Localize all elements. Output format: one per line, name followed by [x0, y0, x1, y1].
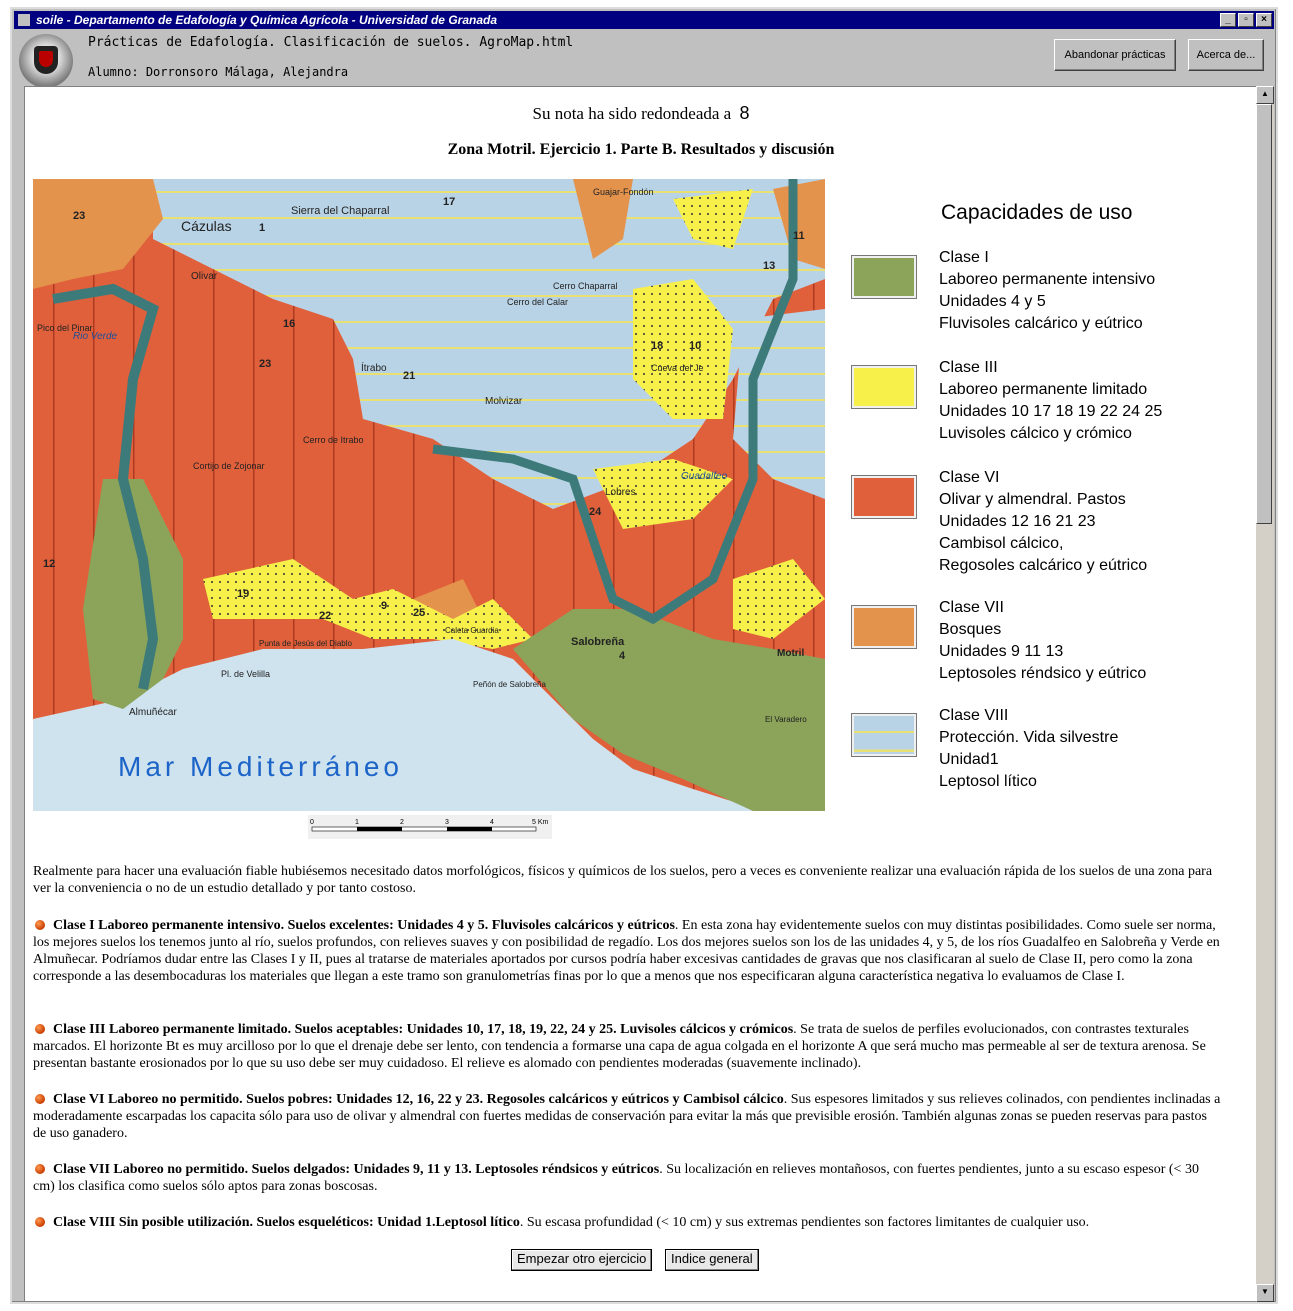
section-text: . En esta zona hay evidentemente suelos con muy distintas posibilidades. Como suele ser norma, los mejores suelos los tenemos junto al río, suelos profundos, con relieves suaves y con posibilidad de regadío. Los dos mejores suelos son los de las unidades 4, y 5, de los ríos Guadalfeo en Salobreña y Verde en Almuñecar. Podríamos dudar entre las Clases I y II, pues al tratarse de materiales aportados por cursos podría haber excesivas cantidades de gravas que nos clasificaran al suelo de Clase II, pero como la zona corresponde a las desembocaduras los materiales que llegan a este tramo son granulometrías finas por lo que a menos que nos especificaran alguna característica negativa lo evaluamos de Clase I.	[33, 918, 1220, 984]
unit-label: 19	[237, 588, 250, 600]
legend-line: Laboreo permanente intensivo	[939, 271, 1156, 288]
grade-message	[25, 103, 1257, 124]
place-label: Cerro Chaparral	[553, 281, 618, 291]
section-heading: Clase VII Laboreo no permitido. Suelos delgados: Unidades 9, 11 y 13. Leptosoles réndsicos y eútricos	[53, 1162, 660, 1177]
unit-label: 1	[259, 222, 266, 234]
legend-swatch	[851, 255, 917, 299]
vertical-scrollbar[interactable]	[1256, 86, 1274, 1302]
legend-line: Clase I	[939, 249, 989, 266]
unit-label: 13	[763, 260, 776, 272]
unit-label: 23	[73, 210, 86, 222]
legend-line: Unidad1	[939, 751, 999, 768]
legend-title: Capacidades de uso	[941, 201, 1133, 224]
place-label: Pico del Pinar	[37, 323, 93, 333]
student-label: Alumno:	[88, 65, 139, 79]
section-class-vi	[33, 1091, 1223, 1142]
section-heading: Clase III Laboreo permanente limitado. Suelos aceptables: Unidades 10, 17, 18, 19, 22, 24 y 25. Luvisoles cálcicos y crómicos	[53, 1022, 794, 1037]
section-class-viii	[33, 1214, 1223, 1231]
student-line	[88, 65, 348, 79]
bullet-icon	[35, 920, 45, 930]
app-icon[interactable]	[18, 14, 30, 26]
legend-line: Luvisoles cálcico y crómico	[939, 425, 1132, 442]
section-heading: Clase I Laboreo permanente intensivo. Suelos excelentes: Unidades 4 y 5. Fluvisoles calcáricos y eútricos	[53, 918, 675, 933]
student-name: Dorronsoro Málaga, Alejandra	[145, 65, 349, 79]
scale-tick-label: 3	[445, 819, 449, 826]
scale-tick-label: 1	[355, 819, 359, 826]
section-text: . Su escasa profundidad (< 10 cm) y sus extremas pendientes son factores limitantes de cualquier uso.	[519, 1215, 1090, 1230]
legend-line: Unidades 12 16 21 23	[939, 513, 1096, 530]
legend-line: Leptosoles réndsico y eútrico	[939, 665, 1147, 682]
place-label: Peñón de Salobreña	[473, 680, 546, 689]
sea-label: Mar Mediterráneo	[118, 751, 403, 782]
section-text: . Su localización en relieves montañosos, con fuertes pendientes, junto a su escaso espesor (< 30 cm) los clasifica como suelos sólo aptos para zonas boscosas.	[33, 1162, 1199, 1194]
place-label: Pl. de Velilla	[221, 669, 271, 679]
title-bar	[14, 11, 1274, 29]
place-label: Punta de Jesús del Diablo	[259, 639, 352, 648]
grade-text: Su nota ha sido redondeada a	[532, 104, 732, 123]
about-button[interactable]: Acerca de...	[1188, 39, 1264, 71]
unit-label: 11	[793, 230, 805, 242]
legend-line: Fluvisoles calcárico y eútrico	[939, 315, 1143, 332]
section-text: . Se trata de suelos de perfiles evolucionados, con contrastes texturales marcados. El horizonte Bt es muy arcilloso por lo que el drenaje debe ser lento, con tendencia a formarse una capa de agua colgada en el horizonte A que será mucho mas permeable al ser de textura arenosa. Se presentan bastante erosionados por lo que su uso debe ser muy cuidadoso. El relieve es alomado con pendientes moderadas (suavemente inclinado).	[33, 1022, 1206, 1071]
place-label: Molvizar	[485, 396, 523, 407]
section-class-i	[33, 917, 1223, 985]
place-label: Cortijo de Zojonar	[193, 461, 265, 471]
exercise-title: Zona Motril. Ejercicio 1. Parte B. Resultados y discusión	[447, 141, 835, 158]
unit-label: 25	[413, 607, 426, 619]
minimize-button[interactable]: _	[1220, 13, 1236, 27]
legend-line: Unidades 4 y 5	[939, 293, 1046, 310]
grade-value: 8	[739, 103, 750, 123]
place-label: Motril	[777, 648, 805, 659]
scale-tick-label: 0	[310, 819, 314, 826]
unit-label: 4	[619, 650, 626, 662]
scale-tick-label: 5 Km	[532, 819, 549, 826]
place-label: Cerro del Calar	[507, 297, 569, 307]
quit-practices-button[interactable]: Abandonar prácticas	[1054, 39, 1176, 71]
scroll-up-arrow-icon[interactable]: ▲	[1256, 86, 1274, 104]
close-button[interactable]: ×	[1256, 13, 1272, 27]
legend-line: Unidades 10 17 18 19 22 24 25	[939, 403, 1163, 420]
unit-label: 24	[589, 506, 602, 518]
legend-line: Clase VII	[939, 599, 1004, 616]
legend-line: Unidades 9 11 13	[939, 643, 1064, 660]
land-capability-map	[33, 179, 825, 811]
unit-label: 23	[259, 358, 272, 370]
scroll-thumb[interactable]	[1256, 104, 1272, 524]
bullet-icon	[35, 1094, 45, 1104]
legend-line: Clase VIII	[939, 707, 1009, 724]
place-label: Guadalfeo	[681, 471, 728, 482]
legend-line: Clase VI	[939, 469, 1000, 486]
unit-label: 12	[43, 558, 56, 570]
app-header	[14, 31, 1274, 89]
unit-label: 17	[443, 196, 456, 208]
legend-swatch	[851, 605, 917, 649]
unit-label: 16	[283, 318, 296, 330]
scale-tick-label: 4	[490, 819, 494, 826]
place-label: Sierra del Chaparral	[291, 205, 390, 217]
place-label: Olivar	[191, 271, 218, 282]
general-index-button[interactable]: Indice general	[665, 1249, 759, 1271]
place-label: Cueva del Je	[651, 363, 704, 373]
app-window	[10, 7, 1278, 1304]
section-heading: Clase VIII Sin posible utilización. Suelos esqueléticos: Unidad 1.Leptosol lítico	[53, 1215, 520, 1230]
bullet-icon	[35, 1164, 45, 1174]
new-exercise-button[interactable]: Empezar otro ejercicio	[511, 1249, 652, 1271]
legend-line: Protección. Vida silvestre	[939, 729, 1119, 746]
maximize-button[interactable]: ▫	[1238, 13, 1254, 27]
legend-line: Laboreo permanente limitado	[939, 381, 1148, 398]
unit-label: 21	[403, 370, 416, 382]
section-heading: Clase VI Laboreo no permitido. Suelos pobres: Unidades 12, 16, 22 y 23. Regosoles calcáricos y eútricos y Cambisol cálcico	[53, 1092, 784, 1107]
bullet-icon	[35, 1024, 45, 1034]
unit-label: 18	[651, 340, 664, 352]
unit-label: 22	[319, 610, 332, 622]
place-label: Salobreña	[571, 636, 625, 648]
place-label: Rio Verde	[73, 331, 118, 342]
intro-paragraph: Realmente para hacer una evaluación fiable hubiésemos necesitado datos morfológicos, físicos y químicos de los suelos, pero a veces es conveniente realizar una evaluación rápida de los suelos de una zona para ver la conveniencia o no de un estudio detallado y por tanto costoso.	[33, 864, 1213, 896]
place-label: Almuñécar	[129, 707, 177, 718]
place-label: Cerro de Itrabo	[303, 435, 364, 445]
window-title: soile - Departamento de Edafología y Química Agrícola - Universidad de Granada	[36, 13, 498, 27]
section-class-iii	[33, 1021, 1223, 1072]
legend-swatch	[851, 475, 917, 519]
section-text: . Sus espesores limitados y sus relieves colinados, con pendientes inclinadas a moderadamente escarpadas los capacita sólo para uso de olivar y almendral con fuertes medidas de conservación para evitar la más que previsible erosión. También algunas zonas se pueden reservas para pastos de uso ganadero.	[33, 1092, 1221, 1141]
place-label: Guajar-Fondón	[593, 187, 654, 197]
page-line: Prácticas de Edafología. Clasificación de suelos. AgroMap.html	[88, 35, 574, 50]
content-pane	[24, 86, 1258, 1302]
place-label: Caleta Guardia	[445, 626, 499, 635]
university-crest	[19, 34, 73, 88]
unit-label: 10	[689, 340, 702, 352]
place-label: El Varadero	[765, 715, 807, 724]
unit-label: 9	[381, 600, 388, 612]
place-label: Lobres	[605, 487, 636, 498]
legend-line: Clase III	[939, 359, 998, 376]
scroll-down-arrow-icon[interactable]: ▼	[1256, 1284, 1274, 1302]
legend-line: Bosques	[939, 621, 1002, 638]
legend-swatch	[851, 365, 917, 409]
place-label: Cázulas	[181, 218, 232, 234]
place-label: Ítrabo	[361, 363, 387, 374]
legend-line: Leptosol lítico	[939, 773, 1037, 790]
bullet-icon	[35, 1217, 45, 1227]
legend-line: Cambisol cálcico,	[939, 535, 1064, 552]
scale-tick-label: 2	[400, 819, 404, 826]
legend-swatch	[851, 713, 917, 757]
legend-line: Olivar y almendral. Pastos	[939, 491, 1126, 508]
section-class-vii	[33, 1161, 1223, 1195]
map-scale-bar	[308, 815, 552, 839]
legend-line: Regosoles calcárico y eútrico	[939, 557, 1148, 574]
